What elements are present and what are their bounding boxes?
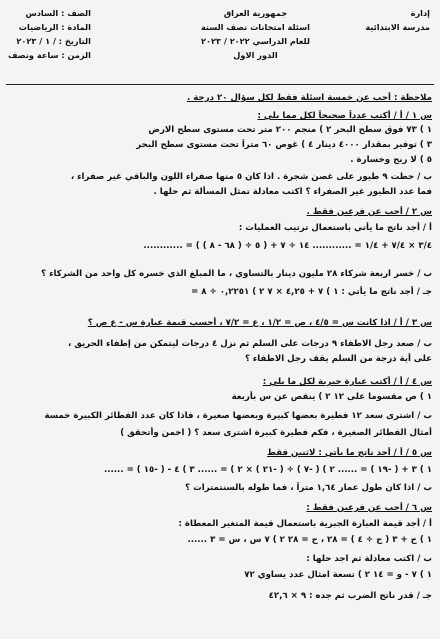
- q2-part-b: ب / خسر اربعة شركاء ٢٨ مليون دينار بالتساوي ، ما المبلغ الذي خسره كل واحد من الشركاء ؟: [41, 269, 432, 279]
- q5-items: ١ ) ٣ + ( -١٩ ) = ...... ٢ ) ( -٧ ) ÷ ( -٢١ ) × ٢ ) = ...... ٣ ) ٤ - ( -١٥ ) = ......: [104, 465, 432, 475]
- header-duration: الزمن : ساعة ونصف: [8, 50, 91, 60]
- q1-part-b: ب / حطت ٩ طيور على غصن شجرة . اذا كان ٥ منها صفراء اللون والباقي غير صفراء ،: [70, 172, 432, 182]
- header-admin: إدارة: [410, 8, 430, 18]
- q1-part-a: س ١ / أ / أكتب عدداً صحيحاً لكل مما يلي :: [257, 111, 432, 121]
- header-exam-info: [201, 6, 310, 62]
- header-subject: المادة : الرياضيات: [18, 22, 91, 32]
- q4-part-b: ب / اشترى سعد ١٢ فطيرة بعضها كبيرة وبعضها صغيرة ، فاذا كان عدد الفطائر الكبيرة خمسة: [44, 411, 432, 421]
- q2-part-a: أ / أجد ناتج ما يأتي باستعمال ترتيب العمليات :: [238, 223, 432, 233]
- header-exam-title: اسئلة امتحانات نصف السنة: [200, 22, 310, 32]
- q5-part-a: س ٥ / أ / أجد ناتج ما يأتي : لاثنين فقط: [267, 448, 432, 458]
- q3-part-b: ب / صعد رجل الاطفاء ٩ درجات على السلم ثم نزل ٤ درجات ليتمكن من إطفاء الحريق ،: [68, 339, 432, 349]
- header-class-info: [8, 6, 91, 62]
- q2-part-a-exprs: ٣/٤ × ٧/٤ + ١/٤ = ............ ١٤ ÷ ٧ + ( ٥ ÷ ( ٦٨ - ٨ ) ) = ............: [143, 241, 432, 251]
- q1-item-1-2: ١ ) ٧٣ فوق سطح البحر ٢ ) منجم ٢٠٠ متر تحت مستوى سطح الارض: [148, 125, 432, 135]
- header-date: التاريخ : / ١ / ٢٠٢٣: [16, 36, 91, 46]
- q6-part-a-items: ١ ) ح + ٣ ( ح ÷ ٤ ) = ٢٨ ، ح = ٢٨ ٢ ) ٧ س ، س = ٣ ......: [187, 535, 432, 545]
- q4-items: ١ ) ص مقسوما على ١٢ ٢ ) ينقص عن س بأربعة: [231, 392, 432, 402]
- header-year: للعام الدراسي ٢٠٢٢ / ٢٠٢٣: [200, 36, 310, 46]
- q6-part-b: ب / اكتب معادلة ثم اجد حلها :: [306, 554, 432, 564]
- q4-part-b-cont: أمثال الفطائر الصغيرة ، فكم فطيرة كبيرة اشترى سعد ؟ ( اخمن وأتحقق ): [120, 428, 432, 438]
- q1-part-b-cont: فما عدد الطيور غير الصفراء ؟ اكتب معادلة تمثل المسألة ثم حلها .: [153, 187, 432, 197]
- q4-part-a: س ٤ / أ / أكتب عبارة جبرية لكل ما يلي :: [262, 377, 432, 387]
- q1-item-3-4: ٣ ) توفير بمقدار ٤٠٠٠ دينار ٤ ) غوص ٦٠ متراً تحت مستوى سطح البحر: [136, 140, 432, 150]
- exam-note: ملاحظة : أجب عن خمسة اسئلة فقط لكل سؤال ٢٠ درجة .: [186, 93, 432, 103]
- q3-part-a: س ٣ / أ / اذا كانت س = ٤/٥ ، ص = ١/٢ ، ع = ٧/٢ ، أحسب قيمة عبارة س - ع ص ؟: [87, 318, 432, 328]
- header-school-name: مدرسة الابتدائية: [365, 22, 430, 32]
- header-divider: [6, 84, 434, 85]
- header-country: جمهورية العراق: [223, 8, 288, 18]
- q3-part-b-cont: على أية درجة من السلم يقف رجل الاطفاء ؟: [244, 354, 432, 364]
- q1-item-5: ٥ ) لا ربح وخسارة .: [350, 155, 432, 165]
- header-grade: الصف : السادس: [25, 8, 91, 18]
- q6-part-a: أ / أجد قيمة العبارة الجبرية باستعمال قيمة المتغير المعطاة :: [178, 519, 432, 529]
- q6-title: س ٦ / أجب عن فرعين فقط :: [306, 503, 432, 513]
- header-school: [365, 6, 430, 34]
- header-round: الدور الاول: [233, 50, 278, 60]
- q5-part-b: ب / اذا كان طول عمار ١,٦٤ متراً ، فما طوله بالسنتمترات ؟: [185, 483, 432, 493]
- q6-part-b-items: ١ ) ٧ - و = ١٤ ٢ ) تسعة امثال عدد يساوي ٧٢: [244, 570, 432, 580]
- q2-part-c: جـ / أجد ناتج ما يأتي : ١ ) ٧ + ٤,٢٥ × ٧ ٢ ) ٠,٢٢٥١ ÷ ٨ =: [191, 287, 432, 297]
- q2-title: س ٢ / أجب عن فرعين فقط .: [306, 207, 432, 217]
- q6-part-c: جـ / قدر ناتج الضرب ثم جده : ٩ × ٤٢,٦: [268, 591, 432, 601]
